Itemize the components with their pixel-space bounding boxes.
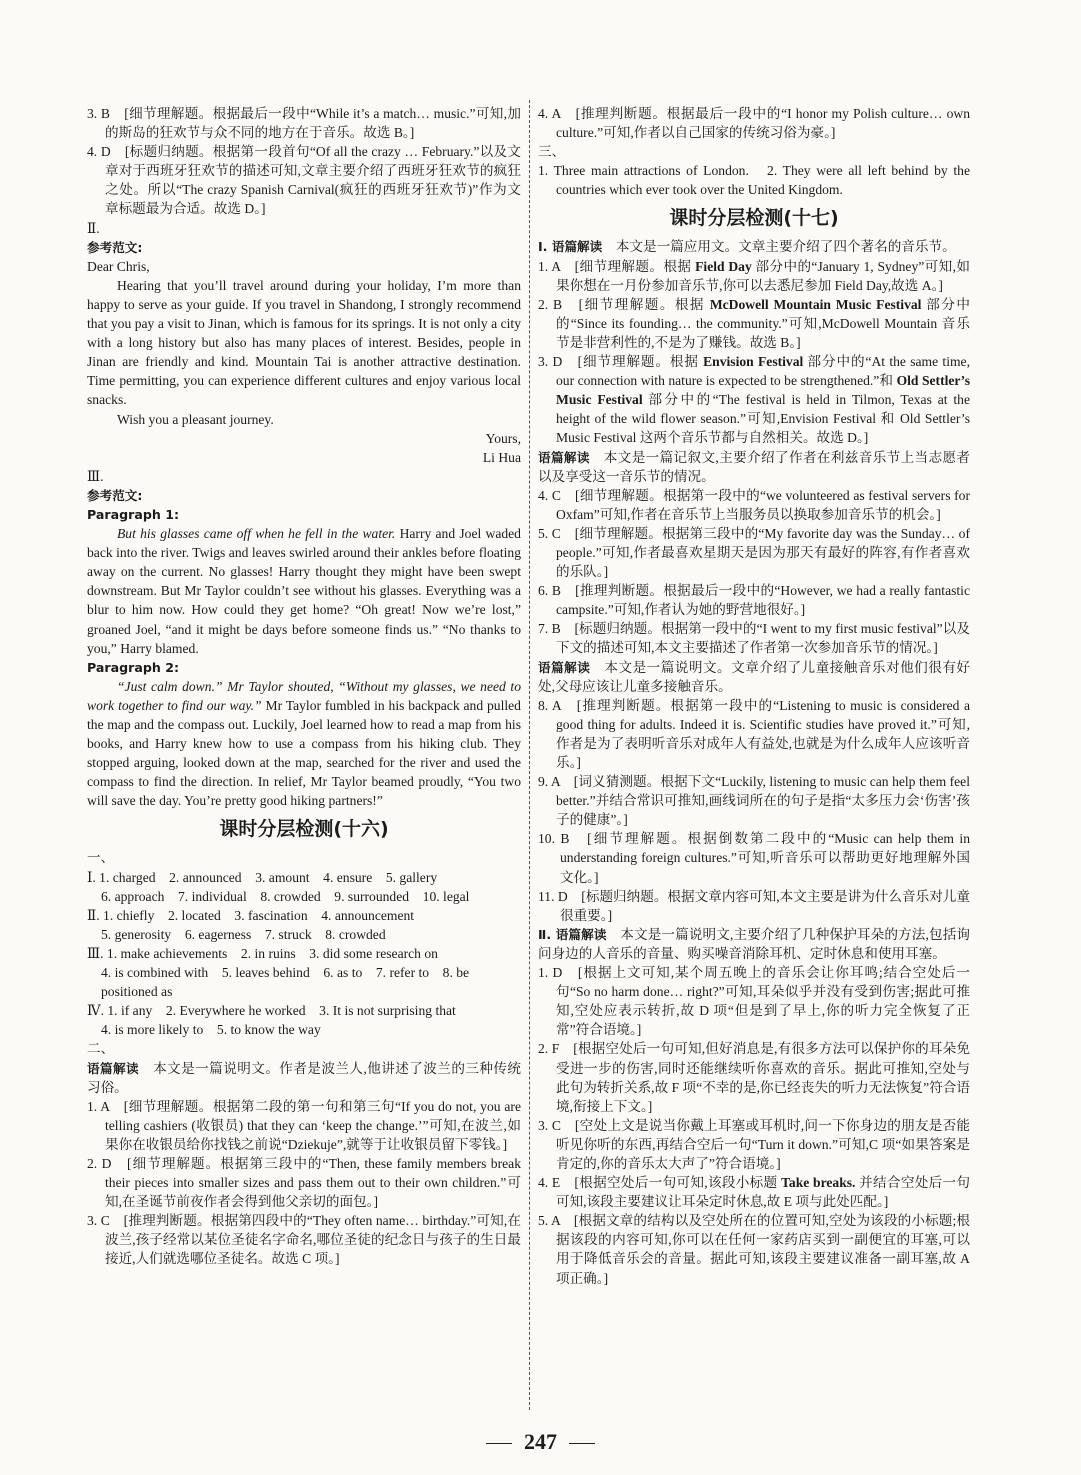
- reading-intro-4: [538, 925, 970, 963]
- letter-greeting: Dear Chris,: [87, 258, 150, 274]
- section-title-17: 课时分层检测(十七): [669, 207, 839, 230]
- vocab-3c: positioned as: [101, 984, 173, 1000]
- reading-text-4: 本文是一篇说明文,主要介绍了几种保护耳朵的方法,包括询问身边的人音乐的音量、购买噪音消除耳机、定时休息和使用耳塞。: [538, 926, 971, 961]
- letter-body: Hearing that you’ll travel around during your holiday, I’m more than happy to serve as your guide. If you travel in Shandong, I strongly recommend that you pay a visit to Jinan, which is famous for its springs. It is not only a city with a long history but also has many places of interest. Besides, people in Jinan are friendly and kind. Mountain Tai is another attractive destination. Time permitting, you can experience different cultures and enjoy various local snacks.: [87, 277, 521, 408]
- q2-keyword: McDowell Mountain Music Festival: [709, 296, 922, 312]
- vocab-1a: Ⅰ. 1. charged 2. announced 3. amount 4. ensure 5. gallery: [87, 869, 438, 885]
- q1-keyword: Field Day: [695, 258, 752, 274]
- vocab-3a: Ⅲ. 1. make achievements 2. in ruins 3. did some research on: [87, 945, 438, 961]
- reading-text-3: 本文是一篇说明文。文章介绍了儿童接触音乐对他们很有好处,父母应该让儿童多接触音乐。: [538, 659, 971, 694]
- vocab-4b: 4. is more likely to 5. to know the way: [101, 1022, 321, 1038]
- vocab-2b: 5. generosity 6. eagerness 7. struck 8. crowded: [101, 926, 386, 942]
- subsection-3-answers: 1. Three main attractions of London. 2. They were all left behind by the countries which ever took over the United Kingdom.: [538, 163, 970, 198]
- reading-text: 本文是一篇说明文。作者是波兰人,他讲述了波兰的三种传统习俗。: [87, 1060, 521, 1095]
- q1-prefix: 1. A [细节理解题。根据: [538, 258, 696, 274]
- reading-intro: [87, 1059, 521, 1097]
- answer-q2: [538, 295, 970, 352]
- vocab-4a: Ⅳ. 1. if any 2. Everywhere he worked 3. It is not surprising that: [87, 1003, 456, 1019]
- left-column: [87, 104, 521, 1269]
- vocab-2a: Ⅱ. 1. chiefly 2. located 3. fascination 4. announcement: [87, 907, 415, 923]
- q3-middle: 部分中的“At the same time, our connection with nature is expected to be strengthened.”和: [556, 354, 970, 389]
- part-heading-2: Ⅱ.: [87, 220, 100, 236]
- reading-intro-2: [538, 448, 970, 486]
- answer-q4-17: 4. C [细节理解题。根据第一段中的“we volunteered as festival servers for Oxfam”可知,作者在音乐节上当服务员以换取参加音乐节的机会。]: [538, 487, 970, 522]
- reading-text-1: 本文是一篇应用文。文章主要介绍了四个著名的音乐节。: [602, 239, 956, 255]
- footer-dash-right: [569, 1443, 595, 1444]
- answer-q5-17: 5. C [细节理解题。根据第三段中的“My favorite day was the Sunday… of people.”可知,作者最喜欢星期天是因为那天有最好的阵容,有作者喜欢的乐队。]: [538, 525, 970, 580]
- letter-signature: Li Hua: [482, 449, 521, 465]
- paragraph1-text: [87, 524, 521, 658]
- answer-r1: 1. A [细节理解题。根据第二段的第一句和第三句“If you do not, you are telling cashiers (收银员) that they can ‘keep the change.’”可知,在波兰,如果你在收银员给你找钱之前说“Dziekuje”,就等于让收银员留下零钱。]: [87, 1098, 521, 1152]
- reading-label-1: Ⅰ. 语篇解读: [538, 239, 603, 255]
- answer-q9-17: 9. A [词义猜测题。根据下文“Luckily, listening to music can help them feel better.”并结合常识可推知,画线词所在的句子是指“太多压力会‘伤害’孩子的健康”。]: [538, 774, 970, 828]
- reading-intro-3: [538, 658, 970, 696]
- reference-label-2: 参考范文:: [87, 487, 143, 503]
- reading-label-3: 语篇解读: [538, 659, 591, 675]
- answer-q7-17: 7. B [标题归纳题。根据第一段中的“I went to my first music festival”以及下文的描述可知,本文主要描述了作者第一次参加音乐节的情况。]: [538, 621, 970, 656]
- paragraph2-start-2: “Without my glasses, we need to work together to find our way.”: [87, 678, 521, 713]
- vocab-3b: 4. is combined with 5. leaves behind 6. as to 7. refer to 8. be: [101, 965, 470, 981]
- subsection-2: 二、: [87, 1041, 115, 1057]
- p4-prefix: 4. E [根据空处后一句可知,该段小标题: [538, 1175, 782, 1191]
- answer-p1: 1. D [根据上文可知,某个周五晚上的音乐会让你耳鸣;结合空处后一句“So no harm done… right?”可知,耳朵似乎并没有受到伤害;据此可推知,空处应表示转折,故 D 项“但是到了早上,你的听力完全恢复了正常”符合语境。]: [538, 965, 970, 1038]
- answer-q3: 3. B [细节理解题。根据最后一段中“While it’s a match… music.”可知,加的斯岛的狂欢节与众不同的地方在于音乐。故选 B。]: [87, 106, 521, 141]
- answer-q8-17: 8. A [推理判断题。根据第一段中的“Listening to music is considered a good thing for adults. Indeed it is. Scientific studies have proved it.”可知,作者是为了表明听音乐对成年人有益处,也就是为什么成年人应该听音乐。]: [538, 697, 970, 770]
- reading-text-2: 本文是一篇记叙文,主要介绍了作者在利兹音乐节上当志愿者以及享受这一音乐节的情况。: [538, 449, 970, 484]
- paragraph2-rest: Mr Taylor fumbled in his backpack and pulled the map and the compass out. Luckily, Joel learned how to read a map from his books, and Harry knew how to use a compass from his hiking club. They stopped arguing, looked down at the map, searched for the river and used the compass to find the direction. In relief, Mr Taylor beamed proudly, “You two will save the day. You’re pretty good hiking partners!”: [87, 697, 521, 809]
- answer-r4: 4. A [推理判断题。根据最后一段中的“I honor my Polish culture… own culture.”可知,作者以自己国家的传统习俗为豪。]: [538, 106, 970, 141]
- answer-p4: [538, 1173, 970, 1211]
- answer-p3: 3. C [空处上文是说当你戴上耳塞或耳机时,问一下你身边的朋友是否能听见你听的东西,再结合空后一句“Turn it down.”可知,C 项“如果答案是肯定的,你的音乐太大声了”符合语境。]: [538, 1117, 970, 1171]
- paragraph2-text: [87, 677, 521, 811]
- answer-p2: 2. F [根据空处后一句可知,但好消息是,有很多方法可以保护你的耳朵免受进一步的伤害,同时还能继续听你喜欢的音乐。据此可推知,空处与此句为转折关系,故 F 项“不幸的是,你已经丧失的听力无法恢复”符合语境,衔接上下文。]: [538, 1041, 970, 1114]
- answer-q6-17: 6. B [推理判断题。根据最后一段中的“However, we had a really fantastic campsite.”可知,作者认为她的野营地很好。]: [538, 583, 970, 618]
- section-title-16: 课时分层检测(十六): [219, 818, 389, 841]
- answer-q4: 4. D [标题归纳题。根据第一段首句“Of all the crazy … February.”以及文章对于西班牙狂欢节的描述可知,文章主要介绍了西班牙狂欢节的疯狂之处。所以“The crazy Spanish Carnival(疯狂的西班牙狂欢节)”作为文章标题最为合适。故选 D。]: [87, 144, 521, 217]
- reading-label-4: Ⅱ. 语篇解读: [538, 926, 607, 942]
- paragraph2-start-1: “Just calm down.”: [117, 678, 223, 694]
- reading-intro-1: [538, 237, 970, 256]
- answer-q1: [538, 257, 970, 295]
- page-number-footer: [0, 1429, 1081, 1454]
- footer-dash-left: [486, 1443, 512, 1444]
- answer-r2: 2. D [细节理解题。根据第三段中的“Then, these family members break their pieces into smaller sizes and pass them out to their own children.”可知,在圣诞节前夜作者会得到他父亲切的面包。]: [87, 1155, 521, 1210]
- q3-keyword-2: Old Settler’s Music Festival: [556, 373, 970, 408]
- q2-prefix: 2. B [细节理解题。根据: [538, 296, 710, 312]
- page-number: 247: [524, 1429, 557, 1454]
- reference-label: 参考范文:: [87, 239, 143, 255]
- subsection-3: 三、: [538, 144, 566, 160]
- column-divider: [529, 100, 530, 1410]
- p4-rest: 并结合空处后一句可知,该段主要建议让耳朵定时休息,故 E 项与此处匹配。]: [556, 1175, 970, 1210]
- answer-q11-17: 11. D [标题归纳题。根据文章内容可知,本文主要是讲为什么音乐对儿童很重要。]: [538, 888, 970, 923]
- paragraph1-label: Paragraph 1:: [87, 506, 179, 522]
- answer-r3: 3. C [推理判断题。根据第四段中的“They often name… birthday.”可知,在波兰,孩子经常以某位圣徒名字命名,哪位圣徒的纪念日与孩子的生日最接近,人们就选哪位圣徒名。故选 C 项。]: [87, 1213, 521, 1267]
- p4-keyword: Take breaks.: [781, 1175, 856, 1191]
- right-column: [538, 104, 970, 1288]
- answer-q3-17: [538, 352, 970, 447]
- paragraph2-label: Paragraph 2:: [87, 659, 179, 675]
- q3-rest: 部分中的“The festival is held in Tilmon, Texas at the height of the wild flower season.”可知,Envision Festival 和 Old Settler’s Music Festival 这两个音乐节都与自然相关。故选 D。]: [556, 392, 970, 446]
- part-heading-3: Ⅲ.: [87, 468, 104, 484]
- answer-q10-17: 10. B [细节理解题。根据倒数第二段中的“Music can help them in understanding foreign cultures.”可知,听音乐可以帮助更好地理解外国文化。]: [538, 831, 970, 885]
- paragraph1-start: But his glasses came off when he fell in the water.: [117, 526, 396, 542]
- paragraph1-rest: Harry and Joel waded back into the river. Twigs and leaves swirled around their ankles before floating away on the current. No glasses! Harry thought they might have been swept downstream. But Mr Taylor couldn’t see without his glasses. Everything was a blur to him now. How could they get home? “Oh great! Now we’re lost,” groaned Joel, “and it might be days before someone finds us.” “No thanks to you,” Harry blamed.: [87, 526, 521, 656]
- reading-label-2: 语篇解读: [538, 449, 590, 465]
- paragraph2-mid: Mr Taylor shouted,: [222, 678, 339, 694]
- letter-closing: Yours,: [485, 430, 521, 446]
- answer-p5: 5. A [根据文章的结构以及空处所在的位置可知,空处为该段的小标题;根据该段的内容可知,你可以在任何一家药店买到一副便宜的耳塞,可以用于降低音乐会的音量。据此可知,该段主要建议准备一副耳塞,故 A 项正确。]: [538, 1213, 970, 1286]
- q3-prefix: 3. D [细节理解题。根据: [538, 354, 704, 370]
- vocab-1b: 6. approach 7. individual 8. crowded 9. surrounded 10. legal: [101, 888, 470, 904]
- letter-wish: Wish you a pleasant journey.: [117, 411, 274, 427]
- q3-keyword-1: Envision Festival: [703, 354, 804, 370]
- q1-rest: 部分中的“January 1, Sydney”可知,如果你想在一月份参加音乐节,你可以去悉尼参加 Field Day,故选 A。]: [556, 258, 970, 293]
- subsection-1: 一、: [87, 850, 115, 866]
- q2-rest: 部分中的“Since its founding… the community.”可知,McDowell Mountain 音乐节是非营利性的,不是为了赚钱。故选 B。]: [556, 296, 970, 350]
- reading-label: 语篇解读: [87, 1060, 140, 1076]
